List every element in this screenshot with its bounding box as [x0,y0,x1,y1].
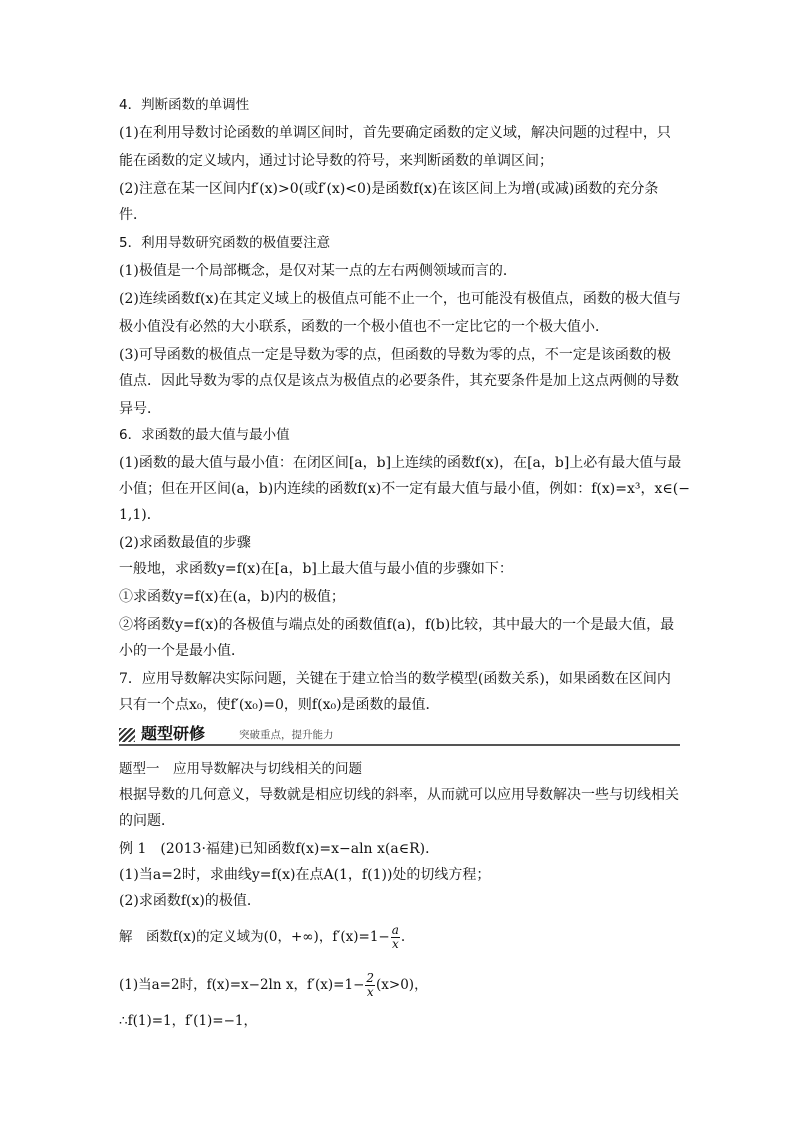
section-heading-4: 4．判断函数的单调性 [119,97,250,113]
text-line: (1)当a=2时，求曲线y=f(x)在点A(1，f(1))处的切线方程； [119,867,491,883]
section-heading-5: 5．利用导数研究函数的极值要注意 [119,235,331,251]
text-line: (2)注意在某一区间内f′(x)>0(或f′(x)<0)是函数f(x)在该区间上为增(或减)函数的充分条 [119,181,659,197]
solution-line-1 [119,924,405,951]
text-line: (2)连续函数f(x)在其定义域上的极值点可能不止一个，也可能没有极值点，函数的极大值与 [119,291,681,307]
fraction [365,972,375,999]
text-line: 根据导数的几何意义，导数就是相应切线的斜率，从而就可以应用导数解决一些与切线相关 [119,787,679,803]
solution-text: 解 函数f(x)的定义域为(0，+∞)，f′(x)=1− [119,929,390,945]
text-line: (1)在利用导数讨论函数的单调区间时，首先要确定函数的定义域，解决问题的过程中，只 [119,125,671,141]
solution-text: (x>0)， [376,977,428,993]
fraction-numerator: 2 [366,971,375,985]
text-line: 能在函数的定义域内，通过讨论导数的符号，来判断函数的单调区间； [119,153,553,169]
section-banner [119,724,680,746]
banner-rule [119,744,680,746]
text-line: (3)可导函数的极值点一定是导数为零的点，但函数的导数为零的点，不一定是该函数的极 [119,347,671,363]
text-line: 1,1)． [119,507,161,523]
fraction-denominator: x [391,937,399,951]
text-line: ①求函数y=f(x)在(a，b)内的极值； [119,589,345,605]
text-line: 异号． [119,401,161,417]
solution-text: (1)当a=2时，f(x)=x−2ln x，f′(x)=1− [119,977,365,993]
topic-heading: 题型一 应用导数解决与切线相关的问题 [119,761,362,777]
text-line: 极小值没有必然的大小联系，函数的一个极小值也不一定比它的一个极大值小． [119,319,609,335]
solution-line-2 [119,972,428,999]
text-line: 值点．因此导数为零的点仅是该点为极值点的必要条件，其充要条件是加上这点两侧的导数 [119,373,679,389]
text-line: 的问题． [119,813,175,829]
text-line: ②将函数y=f(x)的各极值与端点处的函数值f(a)，f(b)比较，其中最大的一个是最大值，最 [119,617,675,633]
text-line: (2)求函数f(x)的极值． [119,893,261,909]
solution-line-3: ∴f(1)=1，f′(1)=−1， [119,1013,258,1029]
fraction [391,924,400,951]
stripe-icon [119,728,135,742]
banner-subtitle: 突破重点，提升能力 [239,729,334,741]
text-line: 一般地，求函数y=f(x)在[a，b]上最大值与最小值的步骤如下： [119,561,513,577]
text-line: 小的一个是最小值． [119,643,245,659]
section-heading-6: 6．求函数的最大值与最小值 [119,427,290,443]
text-line: 只有一个点x₀，使f′(x₀)=0，则f(x₀)是函数的最值． [119,697,440,713]
solution-text: . [400,929,406,945]
text-line: (1)极值是一个局部概念，是仅对某一点的左右两侧领域而言的． [119,263,517,279]
text-line: (1)函数的最大值与最小值：在闭区间[a，b]上连续的函数f(x)，在[a，b]上必有最大值与最 [119,455,682,471]
text-line: 7．应用导数解决实际问题，关键在于建立恰当的数学模型(函数关系)，如果函数在区间内 [119,671,671,687]
text-line: (2)求函数最值的步骤 [119,535,251,551]
text-line: 件． [119,207,147,223]
banner-title: 题型研修 [141,724,206,743]
fraction-denominator: x [366,985,374,999]
example-heading: 例 1 (2013·福建)已知函数f(x)=x−aln x(a∈R)． [119,841,440,857]
fraction-numerator: a [391,923,399,937]
text-line: 小值；但在开区间(a，b)内连续的函数f(x)不一定有最大值与最小值，例如：f(x)=x³，x∈(− [119,481,690,497]
